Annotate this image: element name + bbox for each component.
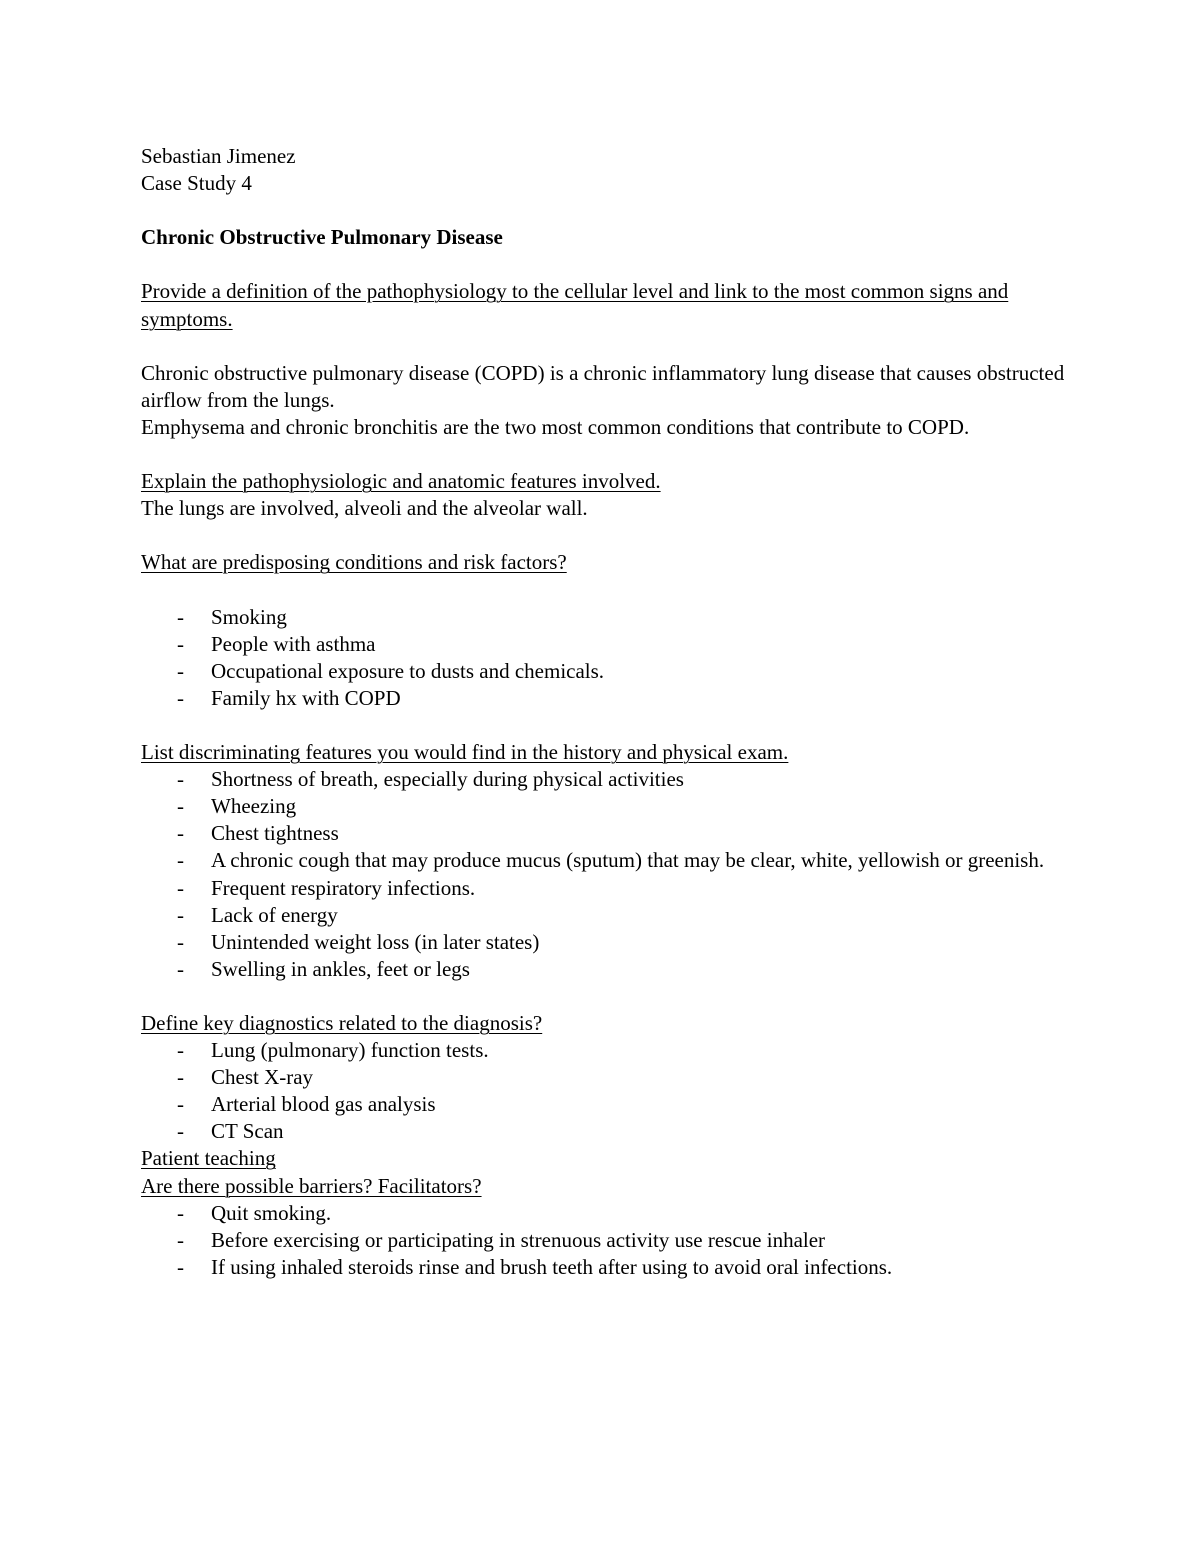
spacer <box>141 577 1071 604</box>
list-item <box>141 793 1071 820</box>
list-item-text: Family hx with COPD <box>211 685 401 710</box>
definition-question: Provide a definition of the pathophysiology to the cellular level and link to the most common signs and symptoms. <box>141 279 1009 331</box>
list-item <box>141 604 1071 631</box>
list-item-text: Quit smoking. <box>211 1200 332 1225</box>
teaching-question: Are there possible barriers? Facilitators? <box>141 1173 482 1198</box>
teaching-list <box>141 1200 1071 1281</box>
list-item-text: CT Scan <box>211 1119 284 1144</box>
dash-bullet: - <box>177 1227 184 1252</box>
list-item-text: Unintended weight loss (in later states) <box>211 929 540 954</box>
list-item-text: People with asthma <box>211 631 376 656</box>
list-item <box>141 1254 1071 1281</box>
dash-bullet: - <box>177 658 184 683</box>
list-item-text: If using inhaled steroids rinse and brush teeth after using to avoid oral infections. <box>211 1254 893 1279</box>
author-name: Sebastian Jimenez <box>141 144 296 168</box>
dash-bullet: - <box>177 794 184 819</box>
list-item <box>141 1064 1071 1091</box>
definition-answer-1: Chronic obstructive pulmonary disease (COPD) is a chronic inflammatory lung disease that causes obstructed airflow from the lungs. <box>141 360 1065 412</box>
list-item-text: Shortness of breath, especially during physical activities <box>211 767 684 792</box>
dash-bullet: - <box>177 685 184 710</box>
list-item <box>141 820 1071 847</box>
spacer <box>141 251 1071 278</box>
dash-bullet: - <box>177 875 184 900</box>
list-item-text: Lung (pulmonary) function tests. <box>211 1038 489 1063</box>
list-item <box>141 658 1071 685</box>
anatomy-question: Explain the pathophysiologic and anatomic features involved. <box>141 469 661 494</box>
diagnostics-question: Define key diagnostics related to the diagnosis? <box>141 1011 543 1035</box>
dash-bullet: - <box>177 821 184 846</box>
dash-bullet: - <box>177 902 184 927</box>
spacer <box>141 712 1071 739</box>
list-item-text: Chest tightness <box>211 821 339 846</box>
list-item-text: Wheezing <box>211 794 297 819</box>
list-item-text: Occupational exposure to dusts and chemicals. <box>211 658 605 683</box>
list-item <box>141 1091 1071 1118</box>
risk-factors-question: What are predisposing conditions and risk factors? <box>141 550 567 575</box>
spacer <box>141 441 1071 468</box>
teaching-heading: Patient teaching <box>141 1146 276 1171</box>
list-item <box>141 685 1071 712</box>
spacer <box>141 197 1071 224</box>
list-item <box>141 1118 1071 1145</box>
list-item <box>141 956 1071 983</box>
list-item-text: A chronic cough that may produce mucus (sputum) that may be clear, white, yellowish or greenish. <box>211 848 1045 873</box>
document-body <box>141 143 1071 1281</box>
spacer <box>141 522 1071 549</box>
features-list <box>141 766 1071 983</box>
dash-bullet: - <box>177 1065 184 1090</box>
list-item <box>141 1200 1071 1227</box>
dash-bullet: - <box>177 631 184 656</box>
list-item <box>141 929 1071 956</box>
spacer <box>141 333 1071 360</box>
dash-bullet: - <box>177 1038 184 1063</box>
list-item-text: Smoking <box>211 604 287 629</box>
list-item <box>141 847 1071 874</box>
features-question: List discriminating features you would find in the history and physical exam. <box>141 740 789 765</box>
dash-bullet: - <box>177 1200 184 1225</box>
dash-bullet: - <box>177 848 184 873</box>
diagnostics-list <box>141 1037 1071 1145</box>
dash-bullet: - <box>177 1254 184 1279</box>
assignment-title: Case Study 4 <box>141 171 252 196</box>
dash-bullet: - <box>177 956 184 981</box>
dash-bullet: - <box>177 1119 184 1144</box>
list-item-text: Before exercising or participating in strenuous activity use rescue inhaler <box>211 1227 826 1252</box>
list-item <box>141 875 1071 902</box>
list-item <box>141 766 1071 793</box>
list-item <box>141 1227 1071 1254</box>
list-item-text: Swelling in ankles, feet or legs <box>211 956 470 981</box>
list-item <box>141 631 1071 658</box>
risk-factors-list <box>141 604 1071 712</box>
dash-bullet: - <box>177 604 184 629</box>
dash-bullet: - <box>177 929 184 954</box>
list-item <box>141 1037 1071 1064</box>
list-item <box>141 902 1071 929</box>
list-item-text: Arterial blood gas analysis <box>211 1092 436 1117</box>
definition-answer-2: Emphysema and chronic bronchitis are the two most common conditions that contribute to COPD. <box>141 414 970 439</box>
list-item-text: Chest X-ray <box>211 1065 314 1090</box>
anatomy-answer: The lungs are involved, alveoli and the alveolar wall. <box>141 496 588 521</box>
list-item-text: Lack of energy <box>211 902 338 927</box>
spacer <box>141 983 1071 1010</box>
document-title: Chronic Obstructive Pulmonary Disease <box>141 225 503 250</box>
dash-bullet: - <box>177 767 184 792</box>
dash-bullet: - <box>177 1092 184 1117</box>
list-item-text: Frequent respiratory infections. <box>211 875 476 900</box>
